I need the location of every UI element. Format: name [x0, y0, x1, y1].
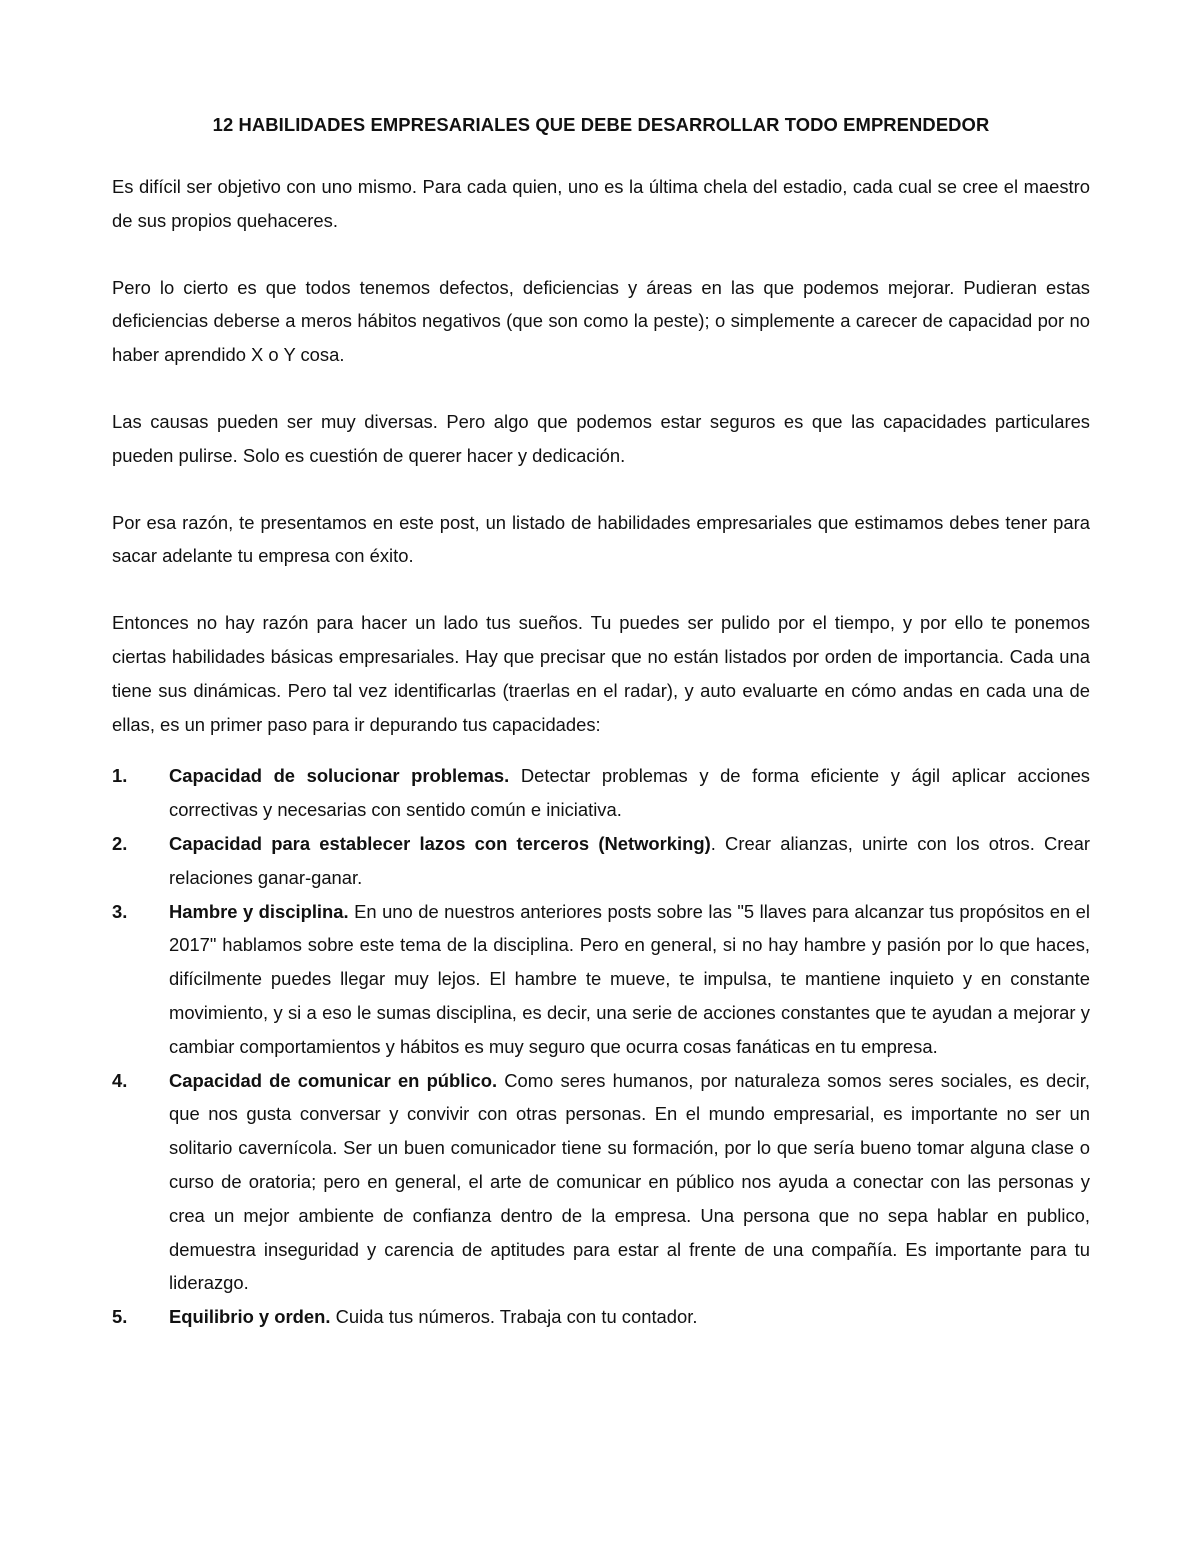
skills-list	[112, 759, 1090, 1334]
list-item	[112, 827, 1090, 895]
list-item-text: . Crear alianzas, unirte con los otros. Crear relaciones ganar-ganar.	[169, 832, 1090, 888]
list-item-title: Hambre y disciplina.	[169, 900, 349, 922]
list-item-title: Capacidad de comunicar en público.	[169, 1069, 498, 1091]
list-item-title: Equilibrio y orden.	[169, 1306, 331, 1328]
list-item	[112, 895, 1090, 1064]
paragraph-defects: Pero lo cierto es que todos tenemos defectos, deficiencias y áreas en las que podemos mejorar. Pudieran estas deficiencias deberse a meros hábitos negativos (que son como la peste); o simplemente a carecer de capacidad por no haber aprendido X o Y cosa.	[112, 276, 1090, 366]
list-item-title: Capacidad de solucionar problemas.	[169, 765, 510, 787]
list-item-title: Capacidad para establecer lazos con terceros (Networking)	[169, 832, 711, 854]
list-item-text: En uno de nuestros anteriores posts sobre las "5 llaves para alcanzar tus propósitos en el 2017" hablamos sobre este tema de la disciplina. Pero en general, si no hay hambre y pasión por lo que haces, difícilmente puedes llegar muy lejos. El hambre te mueve, te impulsa, te mantiene inquieto y en constante movimiento, y si a eso le sumas disciplina, es decir, una serie de acciones constantes que te ayudan a mejorar y cambiar comportamientos y hábitos es muy seguro que ocurra cosas fanáticas en tu empresa.	[169, 900, 1090, 1057]
paragraph-dreams: Entonces no hay razón para hacer un lado tus sueños. Tu puedes ser pulido por el tiempo, y por ello te ponemos ciertas habilidades básicas empresariales. Hay que precisar que no están listados por orden de importancia. Cada una tiene sus dinámicas. Pero tal vez identificarlas (traerlas en el radar), y auto evaluarte en cómo andas en cada una de ellas, es un primer paso para ir depurando tus capacidades:	[112, 612, 1090, 735]
list-item	[112, 1064, 1090, 1301]
list-item-number: 4.	[112, 1069, 128, 1091]
list-item-number: 5.	[112, 1306, 128, 1328]
list-item-text: Detectar problemas y de forma eficiente y ágil aplicar acciones correctivas y necesarias con sentido común e iniciativa.	[169, 765, 1090, 821]
document-title: 12 HABILIDADES EMPRESARIALES QUE DEBE DESARROLLAR TODO EMPRENDEDOR	[212, 114, 990, 135]
list-item-number: 2.	[112, 832, 128, 854]
list-item-text: Cuida tus números. Trabaja con tu contador.	[330, 1306, 698, 1328]
list-item	[112, 1300, 1090, 1334]
list-item-text: Como seres humanos, por naturaleza somos seres sociales, es decir, que nos gusta conversar y convivir con otras personas. En el mundo empresarial, es importante no ser un solitario cavernícola. Ser un buen comunicador tiene su formación, por lo que sería bueno tomar alguna clase o curso de oratoria; pero en general, el arte de comunicar en público nos ayuda a conectar con las personas y crea un mejor ambiente de confianza dentro de la empresa. Una persona que no sepa hablar en publico, demuestra inseguridad y carencia de aptitudes para estar al frente de una compañía. Es importante para tu liderazgo.	[169, 1069, 1090, 1294]
paragraph-intro: Es difícil ser objetivo con uno mismo. Para cada quien, uno es la última chela del estadio, cada cual se cree el maestro de sus propios quehaceres.	[112, 176, 1090, 231]
paragraph-causes: Las causas pueden ser muy diversas. Pero algo que podemos estar seguros es que las capacidades particulares pueden pulirse. Solo es cuestión de querer hacer y dedicación.	[112, 410, 1090, 466]
list-item	[112, 759, 1090, 827]
list-item-number: 3.	[112, 900, 128, 922]
paragraph-reason: Por esa razón, te presentamos en este post, un listado de habilidades empresariales que estimamos debes tener para sacar adelante tu empresa con éxito.	[112, 511, 1090, 567]
list-item-number: 1.	[112, 765, 128, 787]
